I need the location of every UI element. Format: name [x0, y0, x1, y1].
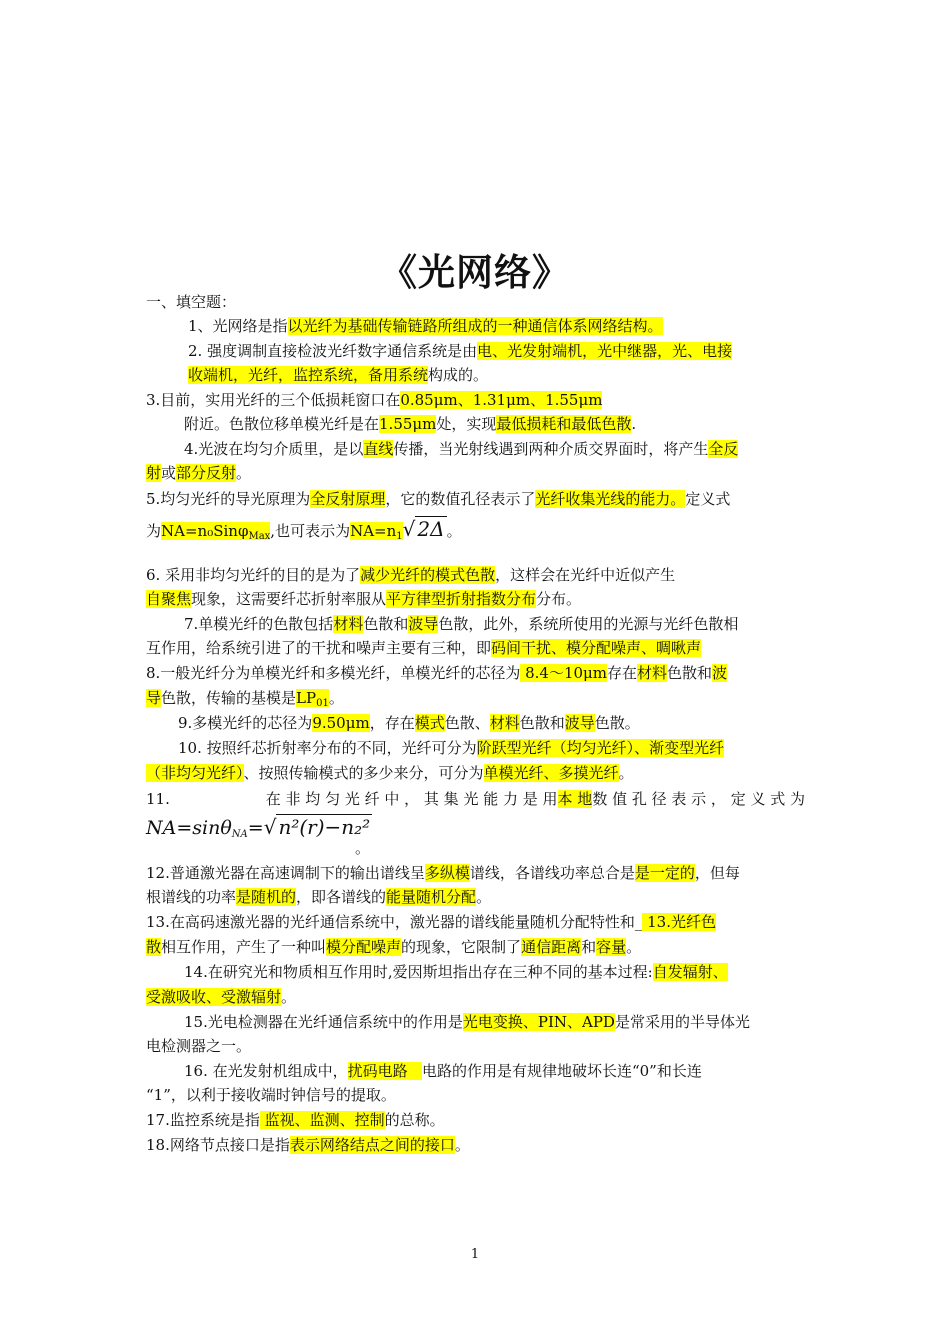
q10-answer-2: （非均匀光纤）	[146, 764, 244, 782]
q13-text-3: 的现象，它限制了	[401, 938, 522, 956]
page-number: 1	[470, 1247, 480, 1262]
sqrt-2-delta: √ 2Δ	[402, 517, 445, 541]
q8-text-4: 色散，传输的基模是	[161, 689, 297, 707]
q4-answer-3: 部分反射	[176, 464, 237, 482]
question-11-formula	[146, 812, 372, 850]
q2-text: 2. 强度调制直接检波光纤数字通信系统是由	[188, 342, 478, 360]
question-6-line-1	[146, 565, 675, 585]
question-5-line-2	[146, 516, 462, 550]
q2-answer-part-2: 收端机，光纤，监控系统，备用系统	[188, 366, 429, 384]
q17-answer: 监视、监测、控制	[259, 1111, 385, 1129]
question-13-line-2	[146, 937, 641, 957]
q12-answer-2: 是一定的	[634, 864, 695, 882]
question-14-line-2	[146, 987, 296, 1007]
q5-answer-2: 光纤收集光线的能力。	[535, 490, 686, 508]
question-18	[146, 1135, 470, 1155]
q8-answer-4-sub: 01	[316, 698, 329, 709]
q15-text-2: 是常采用的半导体光	[614, 1013, 750, 1031]
question-12-line-2	[146, 887, 491, 907]
q4-end: 。	[236, 464, 252, 482]
q18-text: 18.网络节点接口是指	[146, 1136, 290, 1154]
q8-answer-3a: 波	[712, 664, 728, 682]
q8-answer-4	[296, 689, 329, 707]
q15-text: 15.光电检测器在光纤通信系统中的作用是	[184, 1013, 463, 1031]
q15-answer: 光电变换、PIN、APD	[462, 1013, 615, 1031]
q6-answer-3: 平方律型折射指数分布	[386, 590, 537, 608]
q4-answer-2a: 全反	[708, 440, 739, 458]
q12-end: 。	[476, 888, 492, 906]
q7-text-4: 互作用，给系统引进了的干扰和噪声主要有三种，即	[146, 639, 492, 657]
question-1	[188, 316, 663, 336]
q9-text-4: 色散和	[519, 714, 565, 732]
q18-answer: 表示网络结点之间的接口	[289, 1136, 455, 1154]
q2-text-end: 构成的。	[428, 366, 489, 384]
question-14-line-1	[184, 962, 728, 982]
na-formula-lhs: NA=sinθ	[146, 817, 232, 839]
question-4-line-2	[146, 463, 251, 483]
q13-end: 。	[626, 938, 642, 956]
q5-answer-3-sub: Max	[248, 531, 271, 542]
q13-answer-4: 容量	[596, 938, 627, 956]
question-7-line-2	[146, 638, 701, 658]
q9-text-3: 色散、	[444, 714, 490, 732]
q14-answer-1: 自发辐射、	[652, 963, 728, 981]
q12-text-5: ，即各谱线的	[296, 888, 387, 906]
question-17	[146, 1110, 445, 1130]
q12-answer-4: 能量随机分配	[386, 888, 477, 906]
q4-text-2: 传播，当光射线遇到两种介质交界面时，将产生	[393, 440, 709, 458]
q7-text-2: 色散和	[363, 615, 409, 633]
section-heading: 一、填空题：	[146, 293, 237, 311]
q7-answer-1: 材料	[333, 615, 364, 633]
question-4-line-1	[184, 439, 805, 459]
q8-text: 8.一般光纤分为单模光纤和多模光纤，单模光纤的芯径为	[146, 664, 521, 682]
q3-text-3: 处，实现	[436, 415, 497, 433]
sqrt-radicand: 2Δ	[417, 517, 445, 541]
question-6-line-2	[146, 589, 581, 609]
q5-answer-4	[350, 522, 403, 540]
q7-text: 7.单模光纤的色散包括	[184, 615, 334, 633]
q16-text: 16. 在光发射机组成中，	[184, 1062, 348, 1080]
question-2-line-2	[188, 365, 488, 385]
q13-and: 和	[581, 938, 597, 956]
q12-text-3: ，但每	[694, 864, 740, 882]
q12-answer-3: 是随机的	[236, 888, 297, 906]
question-15-line-1	[184, 1012, 750, 1032]
q8-answer-3b: 导	[146, 689, 162, 707]
q8-answer-1: 8.4～10μm	[520, 664, 608, 682]
na-formula-sqrt: √ n²(r)−n₂²	[263, 815, 371, 839]
q13-answer-3: 通信距离	[521, 938, 582, 956]
q16-text-2: 电路的作用是有规律地破坏长连“0”和长连	[421, 1062, 702, 1080]
q5-text-3: 定义式	[685, 490, 731, 508]
q9-answer-3: 材料	[489, 714, 520, 732]
question-10-line-1	[178, 738, 724, 758]
q4-text: 4.光波在均匀介质里，是以	[184, 440, 364, 458]
q14-text: 14.在研究光和物质相互作用时,爱因斯坦指出存在三种不同的基本过程:	[184, 963, 653, 981]
q10-text: 10. 按照纤芯折射率分布的不同，光纤可分为	[178, 739, 477, 757]
q8-text-3: 色散和	[667, 664, 713, 682]
question-16-line-1	[184, 1061, 702, 1081]
q1-text: 1、光网络是指	[188, 317, 288, 335]
q17-text-2: 的总称。	[384, 1111, 445, 1129]
q10-answer-1: 阶跃型光纤（均匀光纤）、渐变型光纤	[476, 739, 725, 757]
q16-answer: 扰码电路	[347, 1062, 422, 1080]
q6-text: 6. 采用非均匀光纤的目的是为了	[146, 566, 361, 584]
na-formula-radicand: n²(r)−n₂²	[278, 815, 371, 839]
q6-answer-2: 自聚焦	[146, 590, 192, 608]
q5-text-2: ，它的数值孔径表示了	[385, 490, 536, 508]
q6-answer-1: 减少光纤的模式色散	[360, 566, 496, 584]
q14-end: 。	[281, 988, 297, 1006]
q6-text-3: 现象，这需要纤芯折射率服从	[191, 590, 387, 608]
q5-text-4: 为	[146, 522, 162, 540]
question-9	[178, 713, 640, 733]
question-3-line-2	[184, 414, 636, 434]
question-12-line-1	[146, 863, 740, 883]
q13-text-2: 相互作用，产生了一种叫	[161, 938, 327, 956]
q10-end: 。	[618, 764, 634, 782]
q3-end: .	[631, 415, 637, 433]
q17-text: 17.监控系统是指	[146, 1111, 260, 1129]
q7-answer-2: 波导	[408, 615, 439, 633]
q12-text-2: 谱线，各谱线功率总合是	[469, 864, 635, 882]
q13-answer-1b: 散	[146, 938, 162, 956]
na-formula-sub: NA	[231, 829, 248, 840]
question-11-line-1	[146, 789, 805, 809]
q5-end: 。	[446, 522, 462, 540]
q13-text: 13.在高码速激光器的光纤通信系统中，激光器的谱线能量随机分配特性和_	[146, 913, 643, 931]
q10-answer-3: 单模光纤、多摸光纤	[483, 764, 619, 782]
question-15-line-2: 电检测器之一。	[146, 1037, 252, 1055]
q8-end: 。	[328, 689, 344, 707]
q11-number: 11.	[146, 790, 170, 808]
q11-text: 在 非 均 匀 光 纤 中 ， 其 集 光 能 力 是 用	[265, 790, 558, 808]
q3-text: 3.目前，实用光纤的三个低损耗窗口在	[146, 391, 401, 409]
q12-text: 12.普通激光器在高速调制下的输出谱线呈	[146, 864, 425, 882]
q9-answer-1: 9.50μm	[312, 714, 370, 732]
q2-answer-part-1: 电、光发射端机，光中继器，光、电接	[477, 342, 733, 360]
q14-answer-2: 受激吸收、受激辐射	[146, 988, 282, 1006]
q4-or: 或	[161, 464, 177, 482]
q5-answer-1: 全反射原理	[310, 490, 386, 508]
q5-text: 5.均匀光纤的导光原理为	[146, 490, 311, 508]
q8-answer-2: 材料	[637, 664, 668, 682]
question-10-line-2	[146, 763, 634, 783]
document-title: 《光网络》	[380, 251, 570, 294]
question-5-line-1	[146, 489, 730, 509]
q5-text-5: ,也可表示为	[270, 522, 351, 540]
q4-answer-2b: 射	[146, 464, 162, 482]
q5-answer-4-sub: 1	[396, 531, 403, 542]
q3-answer-1: 0.85μm、1.31μm、1.55μm	[400, 391, 603, 409]
q6-text-2: ，这样会在光纤中近似产生	[495, 566, 676, 584]
q18-end: 。	[454, 1136, 470, 1154]
q13-answer-2: 模分配噪声	[326, 938, 402, 956]
q6-end: 分布。	[536, 590, 582, 608]
q5-answer-4-main: NA=n	[350, 522, 397, 540]
q5-answer-3	[161, 522, 270, 540]
q9-answer-2: 模式	[414, 714, 445, 732]
question-8-line-1	[146, 663, 727, 683]
q11-body	[266, 789, 805, 809]
q10-text-2: 、按照传输模式的多少来分，可分为	[243, 764, 484, 782]
question-3-line-1	[146, 390, 602, 410]
question-13-line-1	[146, 912, 716, 932]
question-7-line-1	[184, 614, 738, 634]
question-16-line-2: “1”，以利于接收端时钟信号的提取。	[146, 1086, 396, 1104]
q7-answer-3: 码间干扰、模分配噪声、啁啾声	[491, 639, 702, 657]
question-2-line-1	[188, 341, 732, 361]
q3-answer-2: 1.55μm	[379, 415, 437, 433]
q8-text-2: 存在	[607, 664, 638, 682]
q3-text-2: 附近。色散位移单模光纤是在	[184, 415, 380, 433]
q4-answer-1: 直线	[363, 440, 394, 458]
q11-end: 。	[355, 839, 371, 857]
na-formula-eq: =	[247, 817, 264, 839]
q11-text-2: 数 值 孔 径 表 示 ， 定 义 式 为	[592, 790, 805, 808]
q9-text: 9.多模光纤的芯径为	[178, 714, 313, 732]
q9-end: 色散。	[594, 714, 640, 732]
q12-answer-1: 多纵模	[424, 864, 470, 882]
q8-answer-4-main: LP	[296, 689, 317, 707]
q13-answer-1a: 13.光纤色	[642, 913, 716, 931]
q7-text-3: 色散，此外，系统所使用的光源与光纤色散相	[438, 615, 739, 633]
q3-answer-3: 最低损耗和最低色散	[496, 415, 632, 433]
question-8-line-2	[146, 688, 344, 714]
q9-text-2: ，存在	[369, 714, 415, 732]
q1-answer: 以光纤为基础传输链路所组成的一种通信体系网络结构。	[287, 317, 663, 335]
q11-answer: 本 地	[557, 790, 593, 808]
q12-text-4: 根谱线的功率	[146, 888, 237, 906]
q5-answer-3-main: NA=n₀Sinφ	[161, 522, 249, 540]
q9-answer-4: 波导	[564, 714, 595, 732]
